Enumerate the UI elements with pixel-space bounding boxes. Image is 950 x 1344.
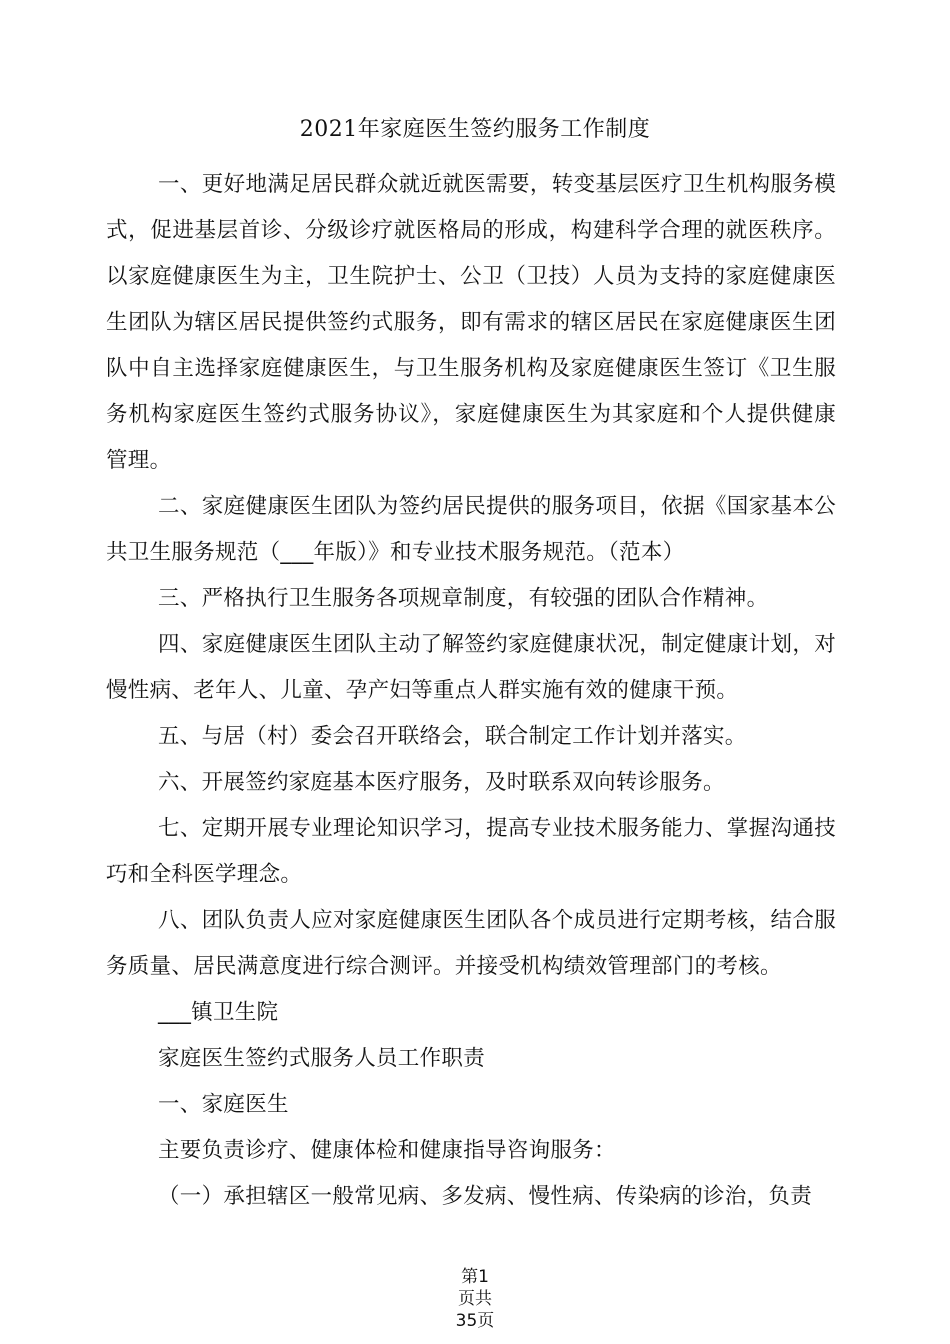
paragraph-3: 三、严格执行卫生服务各项规章制度，有较强的团队合作精神。	[158, 586, 769, 611]
subsection-heading: 一、家庭医生	[158, 1092, 289, 1117]
document-body	[106, 162, 836, 1220]
responsibility-item-1: （一）承担辖区一般常见病、多发病、慢性病、传染病的诊治，负责	[158, 1184, 813, 1209]
document-title: 2021年家庭医生签约服务工作制度	[299, 117, 651, 142]
page-number-line-2: 页共	[458, 1289, 492, 1309]
responsibility-summary: 主要负责诊疗、健康体检和健康指导咨询服务：	[158, 1138, 616, 1163]
paragraph-4: 四、家庭健康医生团队主动了解签约家庭健康状况，制定健康计划，对慢性病、老年人、儿童、孕产妇等重点人群实施有效的健康干预。	[106, 632, 836, 703]
paragraph-6: 六、开展签约家庭基本医疗服务，及时联系双向转诊服务。	[158, 770, 725, 795]
page-number-footer	[0, 1266, 950, 1332]
page-number-line-1: 第1	[461, 1267, 489, 1287]
paragraph-8: 八、团队负责人应对家庭健康医生团队各个成员进行定期考核，结合服务质量、居民满意度进行综合测评。并接受机构绩效管理部门的考核。	[106, 908, 836, 979]
organization-name: ___镇卫生院	[158, 1000, 279, 1025]
paragraph-2: 二、家庭健康医生团队为签约居民提供的服务项目，依据《国家基本公共卫生服务规范（___年版）》和专业技术服务规范。（范本）	[106, 494, 836, 565]
paragraph-7: 七、定期开展专业理论知识学习，提高专业技术服务能力、掌握沟通技巧和全科医学理念。	[106, 816, 836, 887]
paragraph-1: 一、更好地满足居民群众就近就医需要，转变基层医疗卫生机构服务模式，促进基层首诊、分级诊疗就医格局的形成，构建科学合理的就医秩序。以家庭健康医生为主，卫生院护士、公卫（卫技）人员为支持的家庭健康医生团队为辖区居民提供签约式服务，即有需求的辖区居民在家庭健康医生团队中自主选择家庭健康医生，与卫生服务机构及家庭健康医生签订《卫生服务机构家庭医生签约式服务协议》，家庭健康医生为其家庭和个人提供健康管理。	[106, 172, 836, 473]
paragraph-5: 五、与居（村）委会召开联络会，联合制定工作计划并落实。	[158, 724, 747, 749]
page-number-line-3: 35页	[455, 1311, 495, 1331]
section-heading: 家庭医生签约式服务人员工作职责	[158, 1046, 486, 1071]
